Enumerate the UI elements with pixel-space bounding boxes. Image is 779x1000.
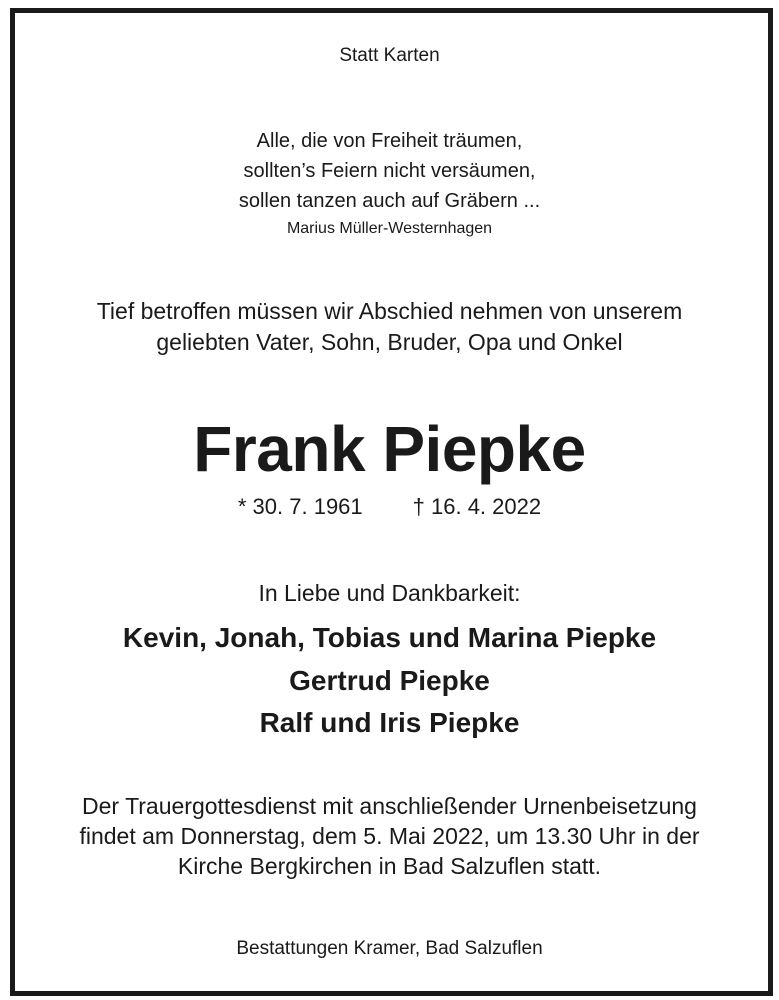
deceased-name: Frank Piepke [193, 413, 586, 485]
mourner-line-1: Kevin, Jonah, Tobias und Marina Piepke [122, 622, 657, 653]
poem-line-1: Alle, die von Freiheit träumen, [256, 130, 523, 152]
funeral-home: Bestattungen Kramer, Bad Salzuflen [236, 938, 543, 959]
poem-author: Marius Müller-Westernhagen [286, 220, 493, 237]
header-text: Statt Karten [339, 45, 440, 66]
birth-date: * 30. 7. 1961 [237, 494, 363, 519]
service-line-1: Der Trauergottesdienst mit anschließender Urnenbeisetzung [82, 793, 697, 819]
intro-line-1: Tief betroffen müssen wir Abschied nehmen von unserem [96, 298, 683, 324]
death-date: † 16. 4. 2022 [412, 494, 542, 519]
gratitude-line: In Liebe und Dankbarkeit: [258, 580, 521, 606]
service-line-3: Kirche Bergkirchen in Bad Salzuflen statt. [177, 853, 602, 879]
intro-line-2: geliebten Vater, Sohn, Bruder, Opa und Onkel [156, 329, 623, 355]
mourner-line-2: Gertrud Piepke [289, 665, 490, 696]
mourner-line-3: Ralf und Iris Piepke [259, 707, 520, 738]
poem-line-3: sollen tanzen auch auf Gräbern ... [238, 190, 541, 212]
life-dates [0, 494, 779, 520]
service-line-2: findet am Donnerstag, dem 5. Mai 2022, um 13.30 Uhr in der [79, 823, 700, 849]
poem-line-2: sollten’s Feiern nicht versäumen, [243, 160, 536, 182]
